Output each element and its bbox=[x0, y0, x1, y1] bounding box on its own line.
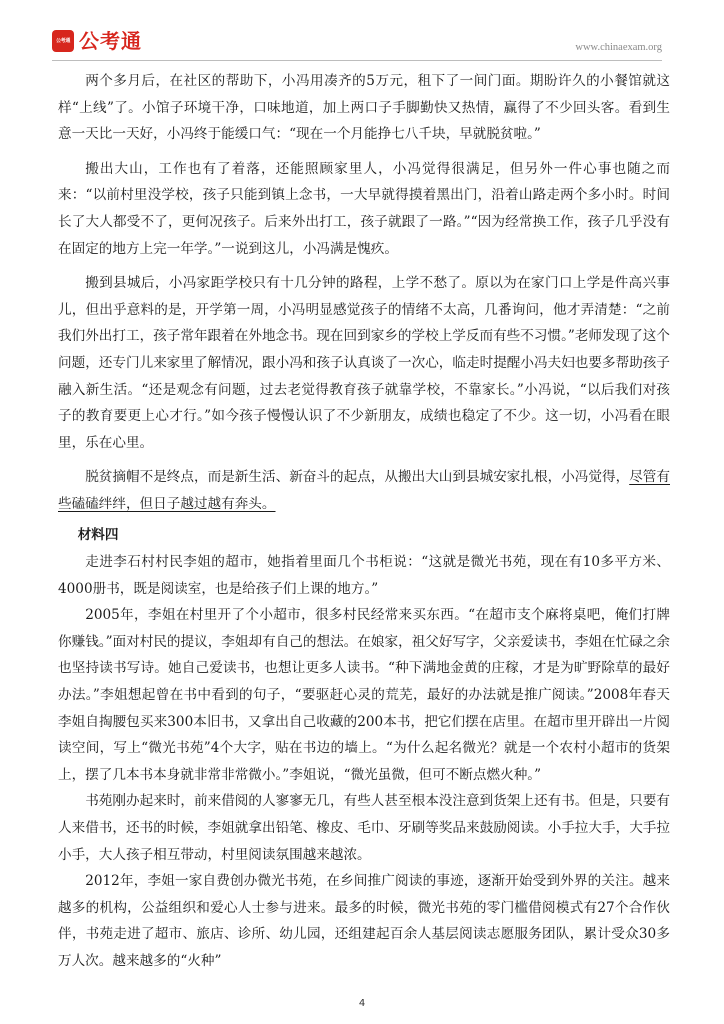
page-number: 4 bbox=[358, 998, 366, 1009]
paragraph-8: 2012年，李姐一家自费创办微光书苑，在乡间推广阅读的事迹，逐渐开始受到外界的关注。越来越多的机构，公益组织和爱心人士参与进来。最多的时候，微光书苑的零门槛借阅模式有27个合作伙伴，书苑走进了超市、旅店、诊所、幼儿园，还组建起百余人基层阅读志愿服务团队，累计受众30多万人次。越来越多的“火种” bbox=[58, 873, 670, 969]
section-heading: 材料四 bbox=[77, 526, 119, 543]
paragraph-7: 书苑刚办起来时，前来借阅的人寥寥无几，有些人甚至根本没注意到货架上还有书。但是，只要有人来借书，还书的时候，李姐就拿出铅笔、橡皮、毛巾、牙刷等奖品来鼓励阅读。小手拉大手，大手拉小手，大人孩子相互带动，村里阅读氛围越来越浓。 bbox=[58, 793, 670, 863]
paragraph-2: 搬出大山，工作也有了着落，还能照顾家里人，小冯觉得很满足，但另外一件心事也随之而来：“以前村里没学校，孩子只能到镇上念书，一大早就得摸着黑出门，沿着山路走两个多小时。时间长了大人都受不了，更何况孩子。后来外出打工，孩子就跟了一路。”“因为经常换工作，孩子几乎没有在固定的地方上完一年学。”一说到这儿，小冯满是愧疚。 bbox=[58, 160, 670, 257]
brand-logo-text: 公考通 bbox=[79, 29, 142, 53]
paragraph-1: 两个多月后，在社区的帮助下，小冯用凑齐的5万元，租下了一间门面。期盼许久的小餐馆就这样“上线”了。小馆子环境干净，口味地道，加上两口子手脚勤快又热情，赢得了不少回头客。看到生意一天比一天好，小冯终于能缓口气：“现在一个月能挣七八千块，早就脱贫啦。” bbox=[58, 73, 670, 143]
page-header bbox=[52, 28, 662, 62]
paragraph-4 bbox=[58, 464, 670, 517]
paragraph-3: 搬到县城后，小冯家距学校只有十几分钟的路程，上学不愁了。原以为在家门口上学是件高兴事儿，但出乎意料的是，开学第一周，小冯明显感觉孩子的情绪不太高，几番询问，他才弄清楚：“之前我们外出打工，孩子常年跟着在外地念书。现在回到家乡的学校上学反而有些不习惯。”老师发现了这个问题，还专门儿来家里了解情况，跟小冯和孩子认真谈了一次心，临走时提醒小冯夫妇也要多帮助孩子融入新生活。“还是观念有问题，过去老觉得教育孩子就靠学校，不靠家长。”小冯说，“以后我们对孩子的教育要更上心才行。”如今孩子慢慢认识了不少新朋友，成绩也稳定了不少。这一切，小冯看在眼里，乐在心里。 bbox=[58, 275, 670, 451]
paragraph-6: 2005年，李姐在村里开了个小超市，很多村民经常来买东西。“在超市支个麻将桌吧，俺们打牌你赚钱。”面对村民的提议，李姐却有自己的想法。在娘家，祖父好写字，父亲爱读书，李姐在忙碌之余也坚持读书写诗。她自己爱读书，也想让更多人读书。“种下满地金黄的庄稼，才是为旷野除草的最好办法。”李姐想起曾在书中看到的句子，“要驱赶心灵的荒芜，最好的办法就是推广阅读。”2008年春天李姐自掏腰包买来300本旧书，又拿出自己收藏的200本书，把它们摆在店里。在超市里开辟出一片阅读空间，写上“微光书苑”4个大字，贴在书边的墙上。“为什么起名微光？就是一个农村小超市的货架上，摆了几本书本身就非常非常微小。”李姐说，“微光虽微，但可不断点燃火种。” bbox=[58, 607, 670, 783]
logo-icon: 公考通 bbox=[52, 30, 74, 52]
paragraph-5: 走进李石村村民李姐的超市，她指着里面几个书柜说：“这就是微光书苑，现在有10多平方米、4000册书，既是阅读室，也是给孩子们上课的地方。” bbox=[58, 554, 670, 597]
document-body bbox=[58, 68, 670, 975]
underlined-sentence: 尽管有些磕磕绊绊，但日子越过越有奔头。 bbox=[58, 469, 670, 512]
header-divider bbox=[52, 60, 662, 61]
site-url: www.chinaexam.org bbox=[575, 42, 662, 53]
paragraph-4-text: 脱贫摘帽不是终点，而是新生活、新奋斗的起点，从搬出大山到县城安家扎根，小冯觉得， bbox=[85, 469, 630, 486]
